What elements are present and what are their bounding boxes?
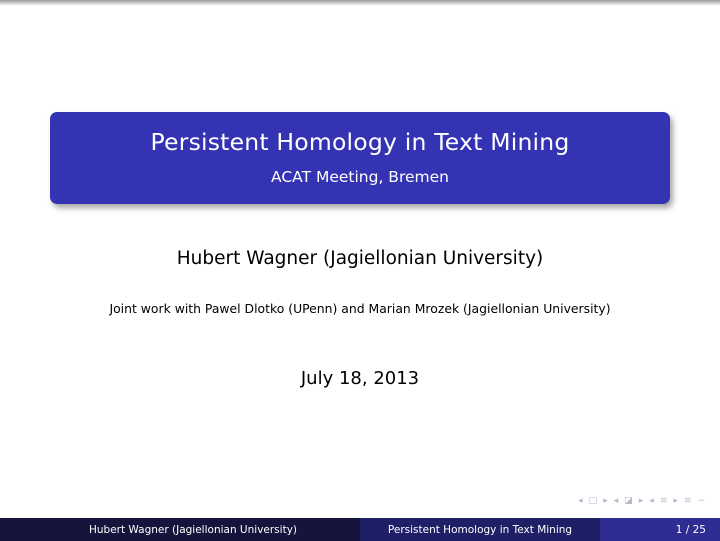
- presentation-date: July 18, 2013: [300, 368, 420, 389]
- nav-subsection-prev-icon[interactable]: ◂: [613, 496, 619, 506]
- nav-subsection-icon[interactable]: ◪: [624, 496, 633, 506]
- nav-frame-next-icon[interactable]: ▸: [603, 496, 608, 506]
- nav-search-icon[interactable]: ∽: [697, 496, 705, 506]
- nav-subsection-next-icon[interactable]: ▸: [638, 496, 644, 506]
- slide-subtitle: ACAT Meeting, Bremen: [271, 168, 449, 186]
- footer-title: Persistent Homology in Text Mining: [360, 518, 600, 541]
- title-block: [50, 112, 670, 204]
- footer-author: Hubert Wagner (Jagiellonian University): [0, 518, 360, 541]
- slide-title: Persistent Homology in Text Mining: [150, 128, 570, 156]
- nav-frame-prev-icon[interactable]: ◂: [578, 496, 583, 506]
- nav-section-icon[interactable]: ≡: [659, 496, 668, 506]
- footer-bar: [0, 518, 720, 541]
- top-shadow: [0, 0, 720, 6]
- footer-page-number: 1 / 25: [600, 518, 720, 541]
- beamer-navigation: [577, 496, 706, 506]
- joint-work-note: Joint work with Pawel Dlotko (UPenn) and Marian Mrozek (Jagiellonian University): [109, 301, 611, 316]
- author-line: Hubert Wagner (Jagiellonian University): [176, 248, 544, 269]
- nav-align-icon[interactable]: ≡: [683, 496, 692, 506]
- nav-section-prev-icon[interactable]: ◂: [649, 496, 654, 506]
- nav-section-next-icon[interactable]: ▸: [673, 496, 678, 506]
- nav-frame-icon[interactable]: □: [588, 496, 598, 506]
